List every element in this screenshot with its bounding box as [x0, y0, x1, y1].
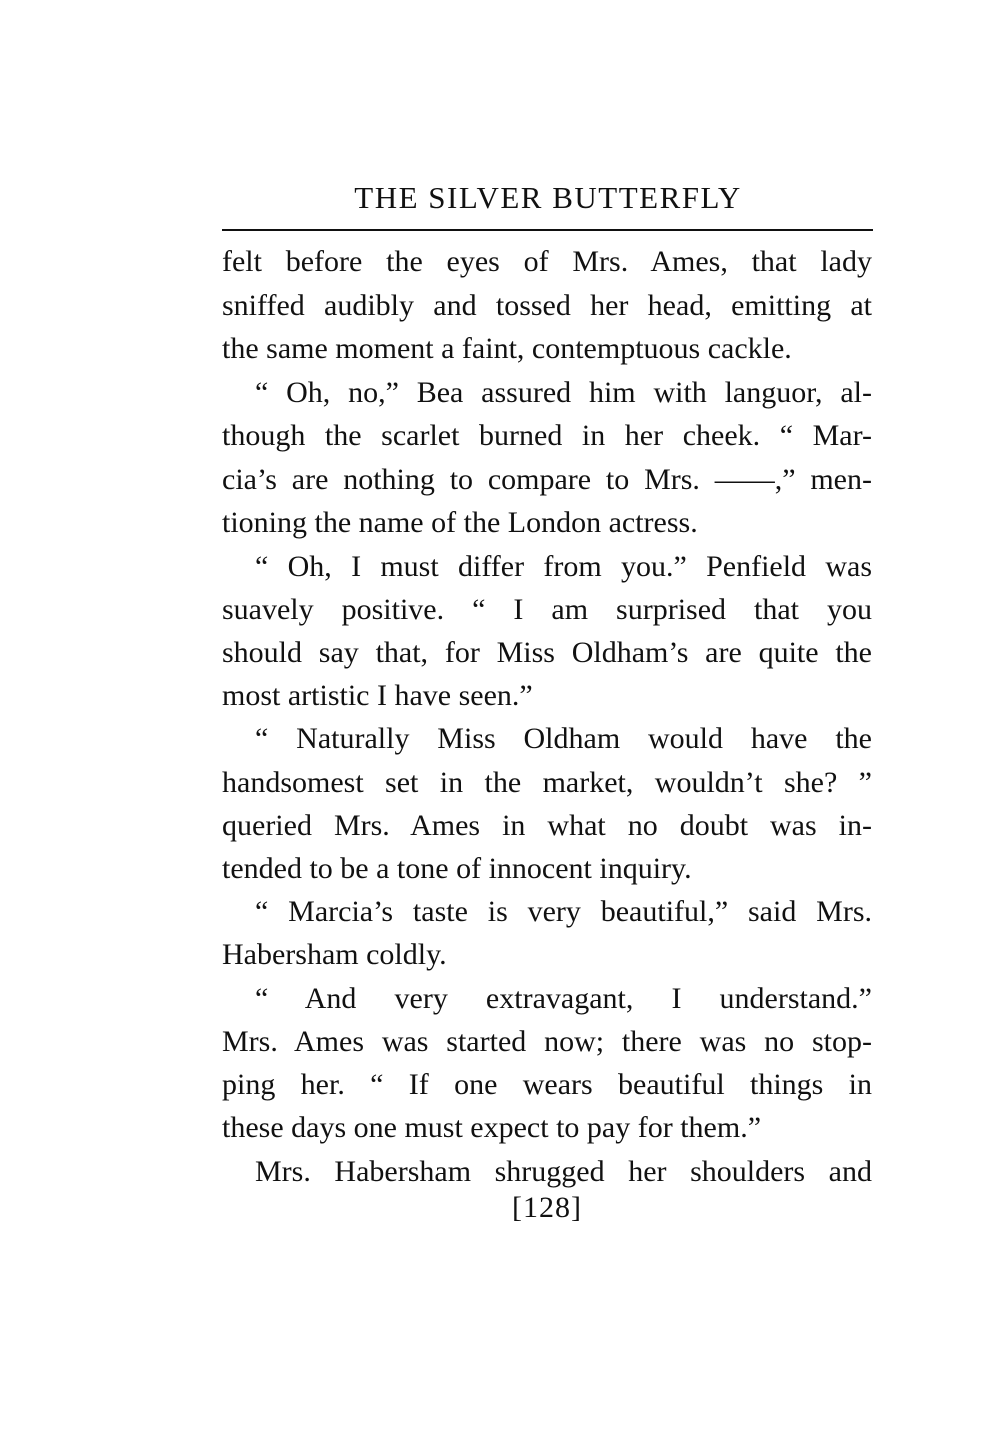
text-line: Mrs. Habersham shrugged her shoulders and — [255, 1155, 872, 1188]
text-line: most artistic I have seen.” — [222, 679, 533, 712]
text-line: handsomest set in the market, wouldn’t she? ” — [222, 766, 872, 799]
running-head-title: THE SILVER BUTTERFLY — [354, 180, 742, 215]
text-line: these days one must expect to pay for them.” — [222, 1111, 762, 1144]
text-line: tioning the name of the London actress. — [222, 506, 698, 539]
text-line: cia’s are nothing to compare to Mrs. ——,” men- — [222, 463, 872, 496]
header-rule — [222, 229, 873, 231]
text-line: ping her. “ If one wears beautiful things in — [222, 1068, 872, 1101]
text-line: “ Naturally Miss Oldham would have the — [255, 722, 872, 755]
text-line: Mrs. Ames was started now; there was no stop- — [222, 1025, 872, 1058]
text-line: suavely positive. “ I am surprised that you — [222, 593, 872, 626]
text-line: Habersham coldly. — [222, 938, 447, 971]
text-line: the same moment a faint, contemptuous cackle. — [222, 332, 792, 365]
text-line: should say that, for Miss Oldham’s are quite the — [222, 636, 872, 669]
text-line: “ Oh, I must differ from you.” Penfield was — [255, 550, 872, 583]
text-line: “ And very extravagant, I understand.” — [255, 982, 872, 1015]
text-line: tended to be a tone of innocent inquiry. — [222, 852, 692, 885]
text-line: queried Mrs. Ames in what no doubt was in- — [222, 809, 872, 842]
text-line: felt before the eyes of Mrs. Ames, that lady — [222, 245, 872, 278]
text-line: “ Marcia’s taste is very beautiful,” said Mrs. — [255, 895, 872, 928]
text-line: “ Oh, no,” Bea assured him with languor, al- — [255, 376, 872, 409]
text-line: though the scarlet burned in her cheek. “ Mar- — [222, 419, 872, 452]
page-number: [128] — [512, 1191, 582, 1224]
text-line: sniffed audibly and tossed her head, emitting at — [222, 289, 872, 322]
